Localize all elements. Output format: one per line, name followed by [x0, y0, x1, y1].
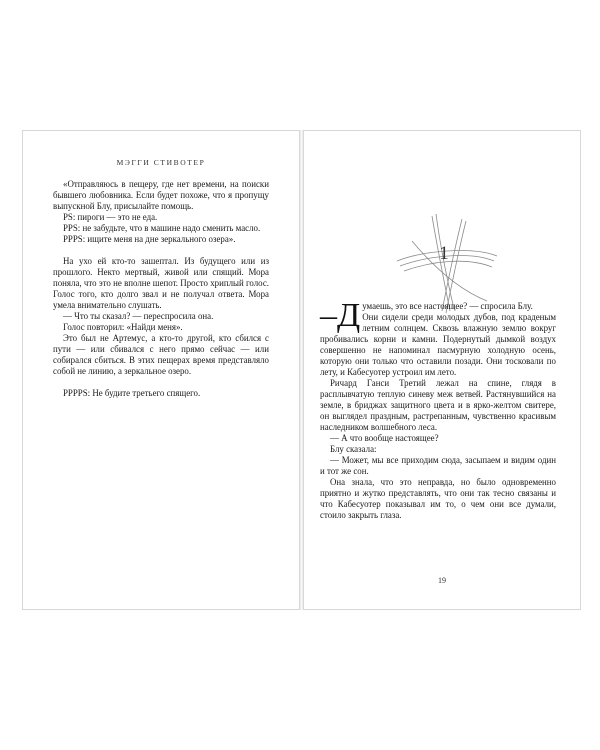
paragraph: PPPS: ищите меня на дне зеркального озера».: [63, 234, 236, 244]
page-number: 19: [438, 576, 446, 585]
paragraph: Это был не Артемус, а кто-то другой, кто сбился с пути — или сбивался с него прямо сейчас — или собирался сбиться. В этих пещерах время представляло собой не линию, а зеркальное озеро.: [53, 333, 269, 376]
paragraph: Блу сказала:: [330, 444, 377, 454]
running-head: МЭГГИ СТИВОТЕР: [116, 158, 206, 167]
paragraph-gap: [53, 245, 269, 256]
chapter-number: 1: [439, 243, 449, 264]
right-page: [303, 130, 581, 610]
paragraph: PS: пироги — это не еда.: [63, 212, 158, 222]
paragraph: — Может, мы все приходим сюда, засыпаем и видим один и тот же сон.: [320, 455, 556, 476]
left-page: [22, 130, 300, 610]
paragraph: Она знала, что это неправда, но было одновременно приятно и жутко представлять, что они так тесно связаны и что Кабесуотер показывал им то, о чем они все думали, стоило закрыть глаза.: [320, 477, 556, 520]
opening-paragraph: [320, 297, 556, 334]
right-text-block: [320, 297, 556, 521]
paragraph: — А что вообще настоящее?: [330, 433, 439, 443]
left-text-block: [53, 179, 269, 399]
opening-text: умаешь, это все настоящее? — спросила Блу.: [362, 301, 533, 311]
paragraph: «Отправляюсь в пещеру, где нет времени, на поиски бывшего любовника. Если будет похоже, что я пропущу выпускной Блу, присылайте помощь.: [53, 179, 269, 211]
paragraph: Ричард Ганси Третий лежал на спине, глядя в расплывчатую теплую синеву меж ветвей. Растянувшийся на земле, в бриджах защитного цвета и в ярко-желтом свитере, он выглядел праздным, растрепанным, чувственно красивым наследником волшебного леса.: [320, 378, 556, 432]
paragraph: Голос повторил: «Найди меня».: [63, 322, 183, 332]
paragraph: Они сидели среди молодых дубов, под краденым летним солнцем. Сквозь влажную землю вокруг пробивались корни и камни. Подернутый дымкой воздух совершенно не напоминал пасмурную холодную осень, которую они только что оставили позади. Они тосковали по лету, и Кабесуотер устроил им лето.: [320, 312, 556, 377]
paragraph: На ухо ей кто-то зашептал. Из будущего или из прошлого. Некто мертвый, живой или спящий. Мора поняла, что это не вполне шепот. Просто хриплый голос. Голос того, кто долго звал и не получал ответа. Мора умела внимательно слушать.: [53, 256, 269, 310]
paragraph: PPS: не забудьте, что в машине надо сменить масло.: [63, 223, 261, 233]
paragraph-gap: [53, 377, 269, 388]
book-spread: [22, 130, 582, 610]
paragraph: — Что ты сказал? — переспросила она.: [63, 311, 214, 321]
paragraph: PPPPS: Не будите третьего спящего.: [63, 388, 201, 398]
drop-cap: –Д: [320, 297, 361, 334]
